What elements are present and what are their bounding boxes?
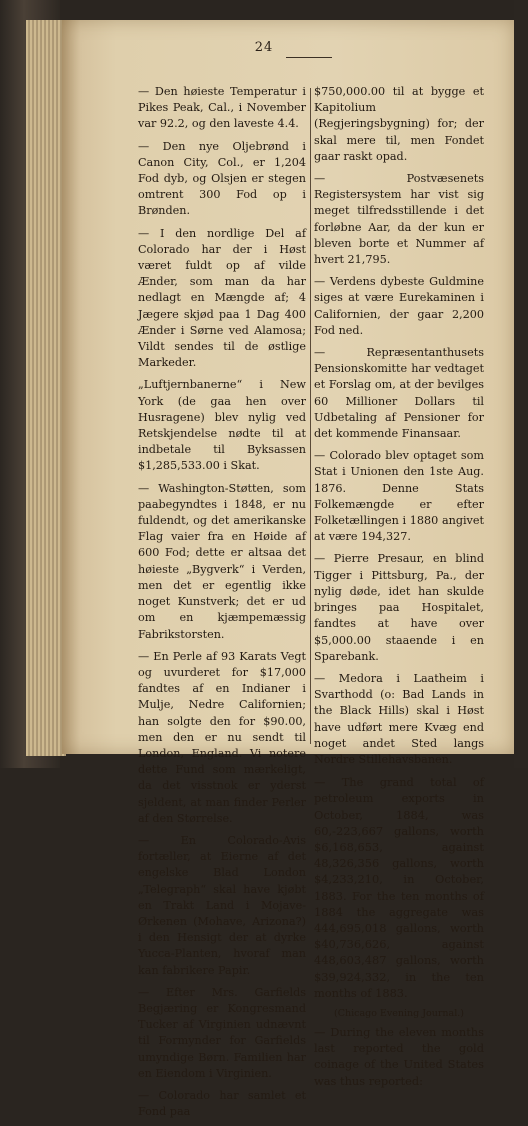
page-number-rule: [286, 57, 332, 58]
paragraph: — Den nye Oljebrønd i Canon City, Col., er 1,204 Fod dyb, og Olsjen er stegen omtrent 300 Fod op i Brønden.: [138, 139, 306, 218]
page-number: 24: [254, 40, 274, 55]
column-divider: [310, 88, 311, 744]
paragraph: — Den høieste Temperatur i Pikes Peak, Cal., i November var 92.2, og den laveste 4.4.: [138, 85, 306, 131]
english-paragraph: — The grand total of petroleum exports in October, 1884, was 60,-223,667 gallons, worth $6,168,653, against 48,326,356 gallons, worth $4,233,210, in October, 1883. For the ten months of 1884 the aggregate was 444,695,018 gallons, worth $40,736,626, against 448,603,487 gallons, worth $39,924,332, in the ten months of 1883.: [314, 775, 484, 1000]
paragraph: — En Perle af 93 Karats Vegt og uvurderet for $17,000 fandtes af en Indianer i Mulje, Nedre Californien; han solgte den for $90.00, men den er nu sendt til London, England. Vi notere dette Fund som mærkeligt, da det visstnok er yderst sjeldent, at man finder Perler af den Størrelse.: [138, 649, 306, 825]
left-column: [138, 84, 306, 1126]
book-cover-right: [514, 0, 528, 768]
paragraph: — En Colorado-Avis fortæller, at Eierne af det engelske Blad London „Telegraph“ skal have kjøbt en Trakt Land i Mojave-Ørkenen (Mohave, Arizona?) i den Hensigt der at dyrke Yucca-Planten, hvoraf man kan fabrikere Papir.: [138, 833, 306, 977]
source-citation: (Chicago Evening Journal.): [334, 1007, 464, 1019]
paragraph: „Luftjernbanerne“ i New York (de gaa hen over Husragene) blev nylig ved Retskjendelse nødte til at indbetale til Byksassen $1,285,533.00 i Skat.: [138, 378, 306, 473]
paragraph: — Colorado har samlet et Fond paa: [138, 1088, 306, 1119]
paragraph: — Repræsentanthusets Pensionskomitte har vedtaget et Forslag om, at der bevilges 60 Millioner Dollars til Udbetaling af Pensioner for det kommende Finansaar.: [314, 346, 484, 441]
paragraph: $750,000.00 til at bygge et Kapitolium (Regjeringsbygning) for; der skal mere til, men Fondet gaar raskt opad.: [314, 85, 484, 163]
paragraph: — Washington-Støtten, som paabegyndtes i 1848, er nu fuldendt, og det amerikanske Flag vaier fra en Høide af 600 Fod; dette er altsaa det høieste „Bygverk“ i Verden, men det er egentlig ikke noget Kunstverk; det er ud om en kjæmpemæssig Fabrikstorsten.: [138, 481, 306, 641]
paragraph: — I den nordlige Del af Colorado har der i Høst været fuldt op af vilde Ænder, som man da har nedlagt en Mængde af; 4 Jægere skjød paa 1 Dag 400 Ænder i Sørne ved Alamosa; Vildt sendes til de østlige Markeder.: [138, 226, 306, 370]
paragraph: — Colorado blev optaget som Stat i Unionen den 1ste Aug. 1876. Denne Stats Folkemængde er efter Folketællingen i 1880 angivet at være 194,327.: [314, 449, 484, 544]
right-column: [314, 84, 484, 1095]
paragraph: — Medora i Laatheim i Svarthodd (o: Bad Lands in the Black Hills) skal i Høst have udført mere Kvæg end noget andet Sted langs Nordre Stillehavsbanen.: [314, 671, 484, 766]
paragraph: — Verdens dybeste Guldmine siges at være Eurekaminen i Californien, der gaar 2,200 Fod ned.: [314, 275, 484, 337]
paragraph: — Efter Mrs. Garfields Begjæring er Kongresmand Tucker af Virginien udnævnt til Formynder for Garfields umyndige Børn. Familien har en Eiendom i Virginien.: [138, 985, 306, 1080]
paragraph: — Pierre Presaur, en blind Tigger i Pittsburg, Pa., der nylig døde, idet han skulde bringes paa Hospitalet, fandtes at have over $5,000.00 staaende i en Sparebank.: [314, 552, 484, 663]
english-paragraph: — During the eleven months last reported the gold coinage of the United States was thus reported:: [314, 1024, 484, 1088]
page-edges: [26, 20, 66, 756]
paragraph: — Postvæsenets Registersystem har vist sig meget tilfredsstillende i det forløbne Aar, da der kun er bleven borte et Nummer af hvert 21,795.: [314, 172, 484, 267]
